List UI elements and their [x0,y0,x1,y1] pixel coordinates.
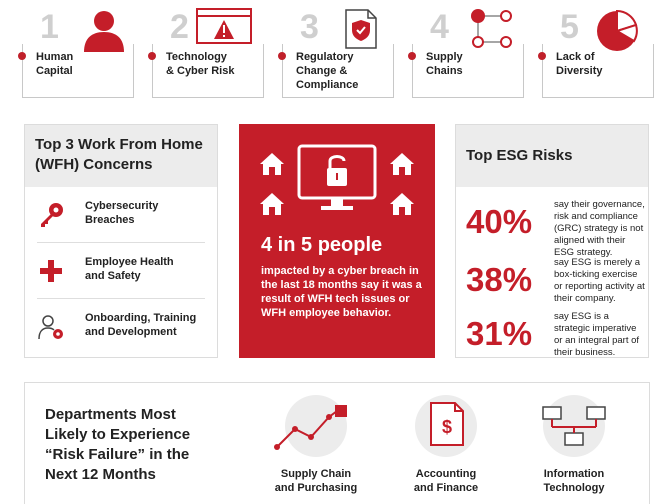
person-icon [80,8,128,52]
wfh-panel-header [25,125,217,187]
risk-item-2 [152,8,264,98]
esg-percent: 40% [466,203,533,240]
warning-window-icon [196,8,252,44]
risk-dot [408,52,416,60]
dept-supply-chain [255,395,375,504]
esg-panel-header [456,125,648,187]
esg-percent: 31% [466,315,533,352]
esg-risks-panel [455,124,649,358]
risk-dot [18,52,26,60]
wfh-concerns-panel [24,124,218,358]
wfh-item-onboarding [25,299,217,355]
risk-item-4 [412,8,524,98]
esg-panel-title: Top ESG Risks [466,147,573,164]
risk-item-1 [22,8,134,98]
departments-panel [24,382,650,504]
wfh-item-cybersecurity [25,187,217,243]
stat-headline: 4 in 5 people [261,234,383,256]
risk-dot [148,52,156,60]
key-icon [37,201,65,229]
esg-stat-row [456,307,648,363]
risk-number: 4 [430,8,449,46]
trend-line-icon [273,403,353,453]
risk-label: Supply Chains [426,51,463,77]
risk-number: 2 [170,8,189,46]
esg-description: say ESG is merely a box-ticking exercise or reporting activity at their company. [554,257,645,304]
risk-label: Regulatory Change & Compliance [296,51,359,91]
esg-description: say ESG is a strategic imperative or an integral part of their business. [554,311,640,358]
shield-document-icon [344,8,378,50]
dept-accounting [385,395,505,504]
dollar-document-icon [429,401,465,447]
esg-stat-row [456,253,648,309]
plus-icon [37,257,65,285]
pie-chart-icon [594,8,640,54]
wfh-panel-title: Top 3 Work From Home (WFH) Concerns [35,136,203,173]
dept-label: Information Technology [543,468,605,494]
monitor-unlock-icon [297,144,377,214]
esg-stat-row [456,195,648,258]
dept-label: Supply Chain and Purchasing [274,468,358,494]
departments-title: Departments Most Likely to Experience “Risk Failure” in the Next 12 Months [45,406,191,483]
risk-number: 3 [300,8,319,46]
esg-percent: 38% [466,261,533,298]
risk-label: Human Capital [36,51,74,77]
risk-item-3 [282,8,394,98]
risk-dot [538,52,546,60]
wfh-item-label: Employee Health and Safety [85,256,174,282]
risk-dot [278,52,286,60]
computer-network-icon [539,403,609,451]
dept-label: Accounting and Finance [413,468,479,494]
risk-label: Lack of Diversity [556,51,603,77]
house-icon [389,152,415,176]
wfh-item-label: Cybersecurity Breaches [85,200,159,226]
risk-number: 1 [40,8,59,46]
wfh-item-health [25,243,217,299]
network-nodes-icon [466,8,518,52]
dept-information-technology [513,395,633,504]
house-icon [259,152,285,176]
risk-number: 5 [560,8,579,46]
risk-item-5 [542,8,654,98]
esg-description: say their governance, risk and compliance (GRC) strategy is not aligned with their ESG strategy. [554,199,645,258]
svg-text:$: $ [441,417,453,437]
risk-label: Technology & Cyber Risk [166,51,235,77]
user-gear-icon [37,313,65,341]
stat-body: impacted by a cyber breach in the last 18 months say it was a result of WFH tech issues or WFH employee behavior. [261,265,422,319]
wfh-item-label: Onboarding, Training and Development [85,312,197,338]
house-icon [389,192,415,216]
house-icon [259,192,285,216]
cyber-breach-stat-panel [239,124,435,358]
